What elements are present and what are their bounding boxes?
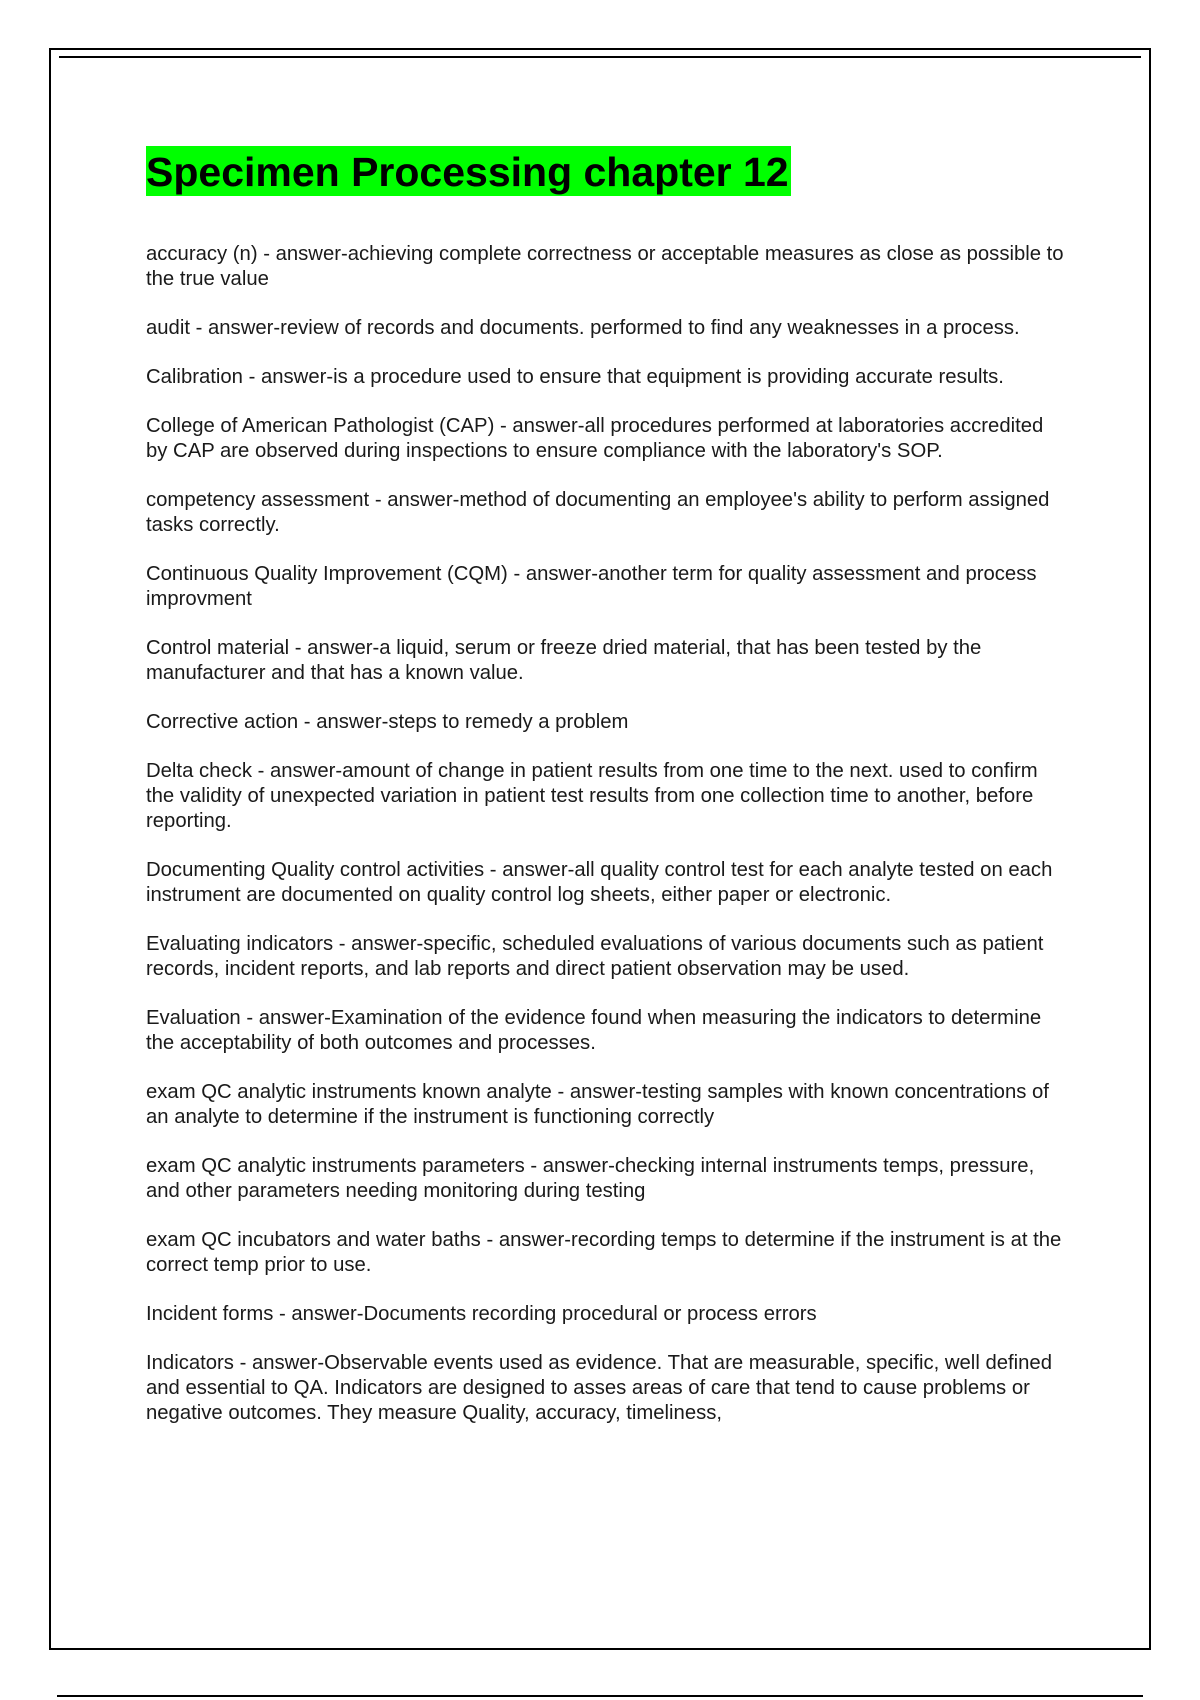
document-title: Specimen Processing chapter 12 xyxy=(146,146,791,196)
glossary-entry: Delta check - answer-amount of change in patient results from one time to the next. used to confirm the validity of unexpected variation in patient test results from one collection time to another, before reporting. xyxy=(146,760,1038,832)
glossary-entry: Documenting Quality control activities - answer-all quality control test for each analyte tested on each instrument are documented on quality control log sheets, either paper or electronic. xyxy=(146,859,1053,906)
document-body xyxy=(146,146,1066,1450)
glossary-entry: Continuous Quality Improvement (CQM) - answer-another term for quality assessment and process improvment xyxy=(146,563,1037,610)
glossary-entry: exam QC incubators and water baths - answer-recording temps to determine if the instrument is at the correct temp prior to use. xyxy=(146,1229,1062,1276)
glossary-entry: Calibration - answer-is a procedure used to ensure that equipment is providing accurate results. xyxy=(146,366,1004,388)
glossary-entry: exam QC analytic instruments known analyte - answer-testing samples with known concentrations of an analyte to determine if the instrument is functioning correctly xyxy=(146,1081,1049,1128)
glossary-entry: College of American Pathologist (CAP) - answer-all procedures performed at laboratories accredited by CAP are observed during inspections to ensure compliance with the laboratory's SOP. xyxy=(146,415,1044,462)
glossary-entry: Evaluation - answer-Examination of the evidence found when measuring the indicators to determine the acceptability of both outcomes and processes. xyxy=(146,1007,1042,1054)
glossary-entry: Control material - answer-a liquid, serum or freeze dried material, that has been tested by the manufacturer and that has a known value. xyxy=(146,637,982,684)
top-rule xyxy=(59,56,1141,58)
glossary-entry: exam QC analytic instruments parameters - answer-checking internal instruments temps, pressure, and other parameters needing monitoring during testing xyxy=(146,1155,1035,1202)
glossary-entry: Indicators - answer-Observable events used as evidence. That are measurable, specific, well defined and essential to QA. Indicators are designed to asses areas of care that tend to cause problems or negative outcomes. They measure Quality, accuracy, timeliness, xyxy=(146,1352,1052,1424)
glossary-entry: audit - answer-review of records and documents. performed to find any weaknesses in a process. xyxy=(146,317,1020,339)
glossary-entry: competency assessment - answer-method of documenting an employee's ability to perform assigned tasks correctly. xyxy=(146,489,1050,536)
bottom-rule xyxy=(57,1695,1143,1697)
glossary-entry: accuracy (n) - answer-achieving complete correctness or acceptable measures as close as possible to the true value xyxy=(146,243,1064,290)
glossary-entry: Evaluating indicators - answer-specific, scheduled evaluations of various documents such as patient records, incident reports, and lab reports and direct patient observation may be used. xyxy=(146,933,1044,980)
glossary-entry: Corrective action - answer-steps to remedy a problem xyxy=(146,711,629,733)
glossary-list xyxy=(146,242,1066,1426)
glossary-entry: Incident forms - answer-Documents recording procedural or process errors xyxy=(146,1303,817,1325)
